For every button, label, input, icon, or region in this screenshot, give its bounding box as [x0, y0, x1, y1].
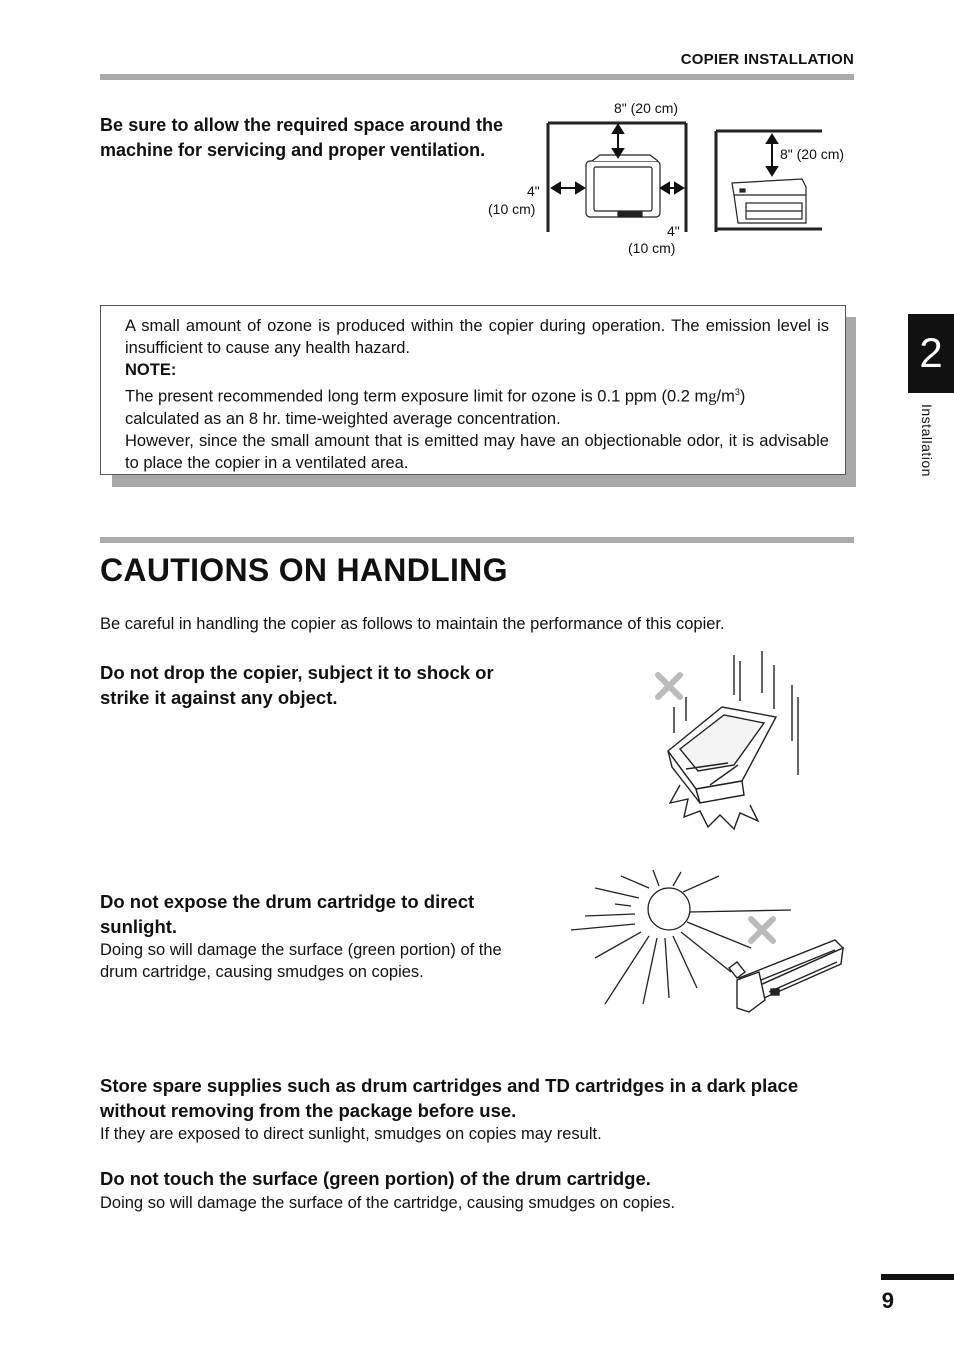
drop-illustration [640, 645, 810, 835]
caution-storage-body: If they are exposed to direct sunlight, smudges on copies may result. [100, 1125, 602, 1143]
exposure-calc-line: calculated as an 8 hr. time-weighted average concentration. [125, 409, 561, 428]
chapter-number: 2 [919, 329, 943, 376]
caution-touch-body: Doing so will damage the surface of the cartridge, causing smudges on copies. [100, 1194, 676, 1212]
top-clearance-label: 8" (20 cm) [614, 100, 679, 116]
cautions-intro: Be careful in handling the copier as follows to maintain the performance of this copier. [100, 615, 725, 633]
cautions-title: CAUTIONS ON HANDLING [100, 552, 508, 588]
copier-top-view-icon [586, 155, 660, 217]
sunlight-illustration [565, 868, 850, 1018]
prohibited-x-icon [751, 919, 773, 941]
page-number: 9 [881, 1288, 894, 1313]
side-view-arrow [767, 135, 777, 175]
drum-cartridge-icon [729, 940, 843, 1012]
caution-drop-heading: Do not drop the copier, subject it to shock or strike it against any object. [100, 662, 494, 708]
caution-sunlight-heading: Do not expose the drum cartridge to direct sunlight. [100, 891, 475, 937]
note-label: NOTE: [125, 361, 177, 379]
left-clearance-label-inches: 4" [527, 183, 540, 199]
space-requirement-text: Be sure to allow the required space around the machine for servicing and proper ventilation. [100, 115, 503, 160]
bottom-clearance-label-cm: (10 cm) [628, 240, 676, 256]
ozone-note-box [100, 305, 846, 475]
chapter-tab [908, 314, 954, 393]
caution-sunlight-body: Doing so will damage the surface (green portion) of the drum cartridge, causing smudges on copies. [100, 941, 502, 981]
header-rule [100, 74, 854, 80]
section-rule [100, 537, 854, 543]
exposure-limit-line: The present recommended long term exposure limit for ozone is 0.1 ppm (0.2 $mg/m^3$) [125, 386, 746, 406]
left-clearance-label-cm: (10 cm) [488, 201, 536, 217]
caution-storage-heading: Store spare supplies such as drum cartridges and TD cartridges in a dark place without removing from the package before use. [100, 1075, 799, 1121]
chapter-label: Installation [919, 404, 935, 477]
bottom-clearance-label-inches: 4" [667, 223, 680, 239]
section-header: COPIER INSTALLATION [680, 51, 854, 68]
prohibited-x-icon [658, 675, 680, 697]
sun-icon [648, 888, 690, 930]
caution-touch-heading: Do not touch the surface (green portion) of the drum cartridge. [100, 1168, 651, 1189]
ozone-statement: A small amount of ozone is produced within the copier during operation. The emission level is insufficient to cause any health hazard. [125, 317, 829, 357]
copier-side-view-icon [732, 179, 806, 223]
side-clearance-label: 8" (20 cm) [780, 146, 845, 162]
page-number-bar [881, 1274, 954, 1280]
falling-copier-icon [668, 707, 776, 803]
ventilation-advice: However, since the small amount that is emitted may have an objectionable odor, it is advisable to place the copier in a ventilated area. [125, 431, 829, 472]
